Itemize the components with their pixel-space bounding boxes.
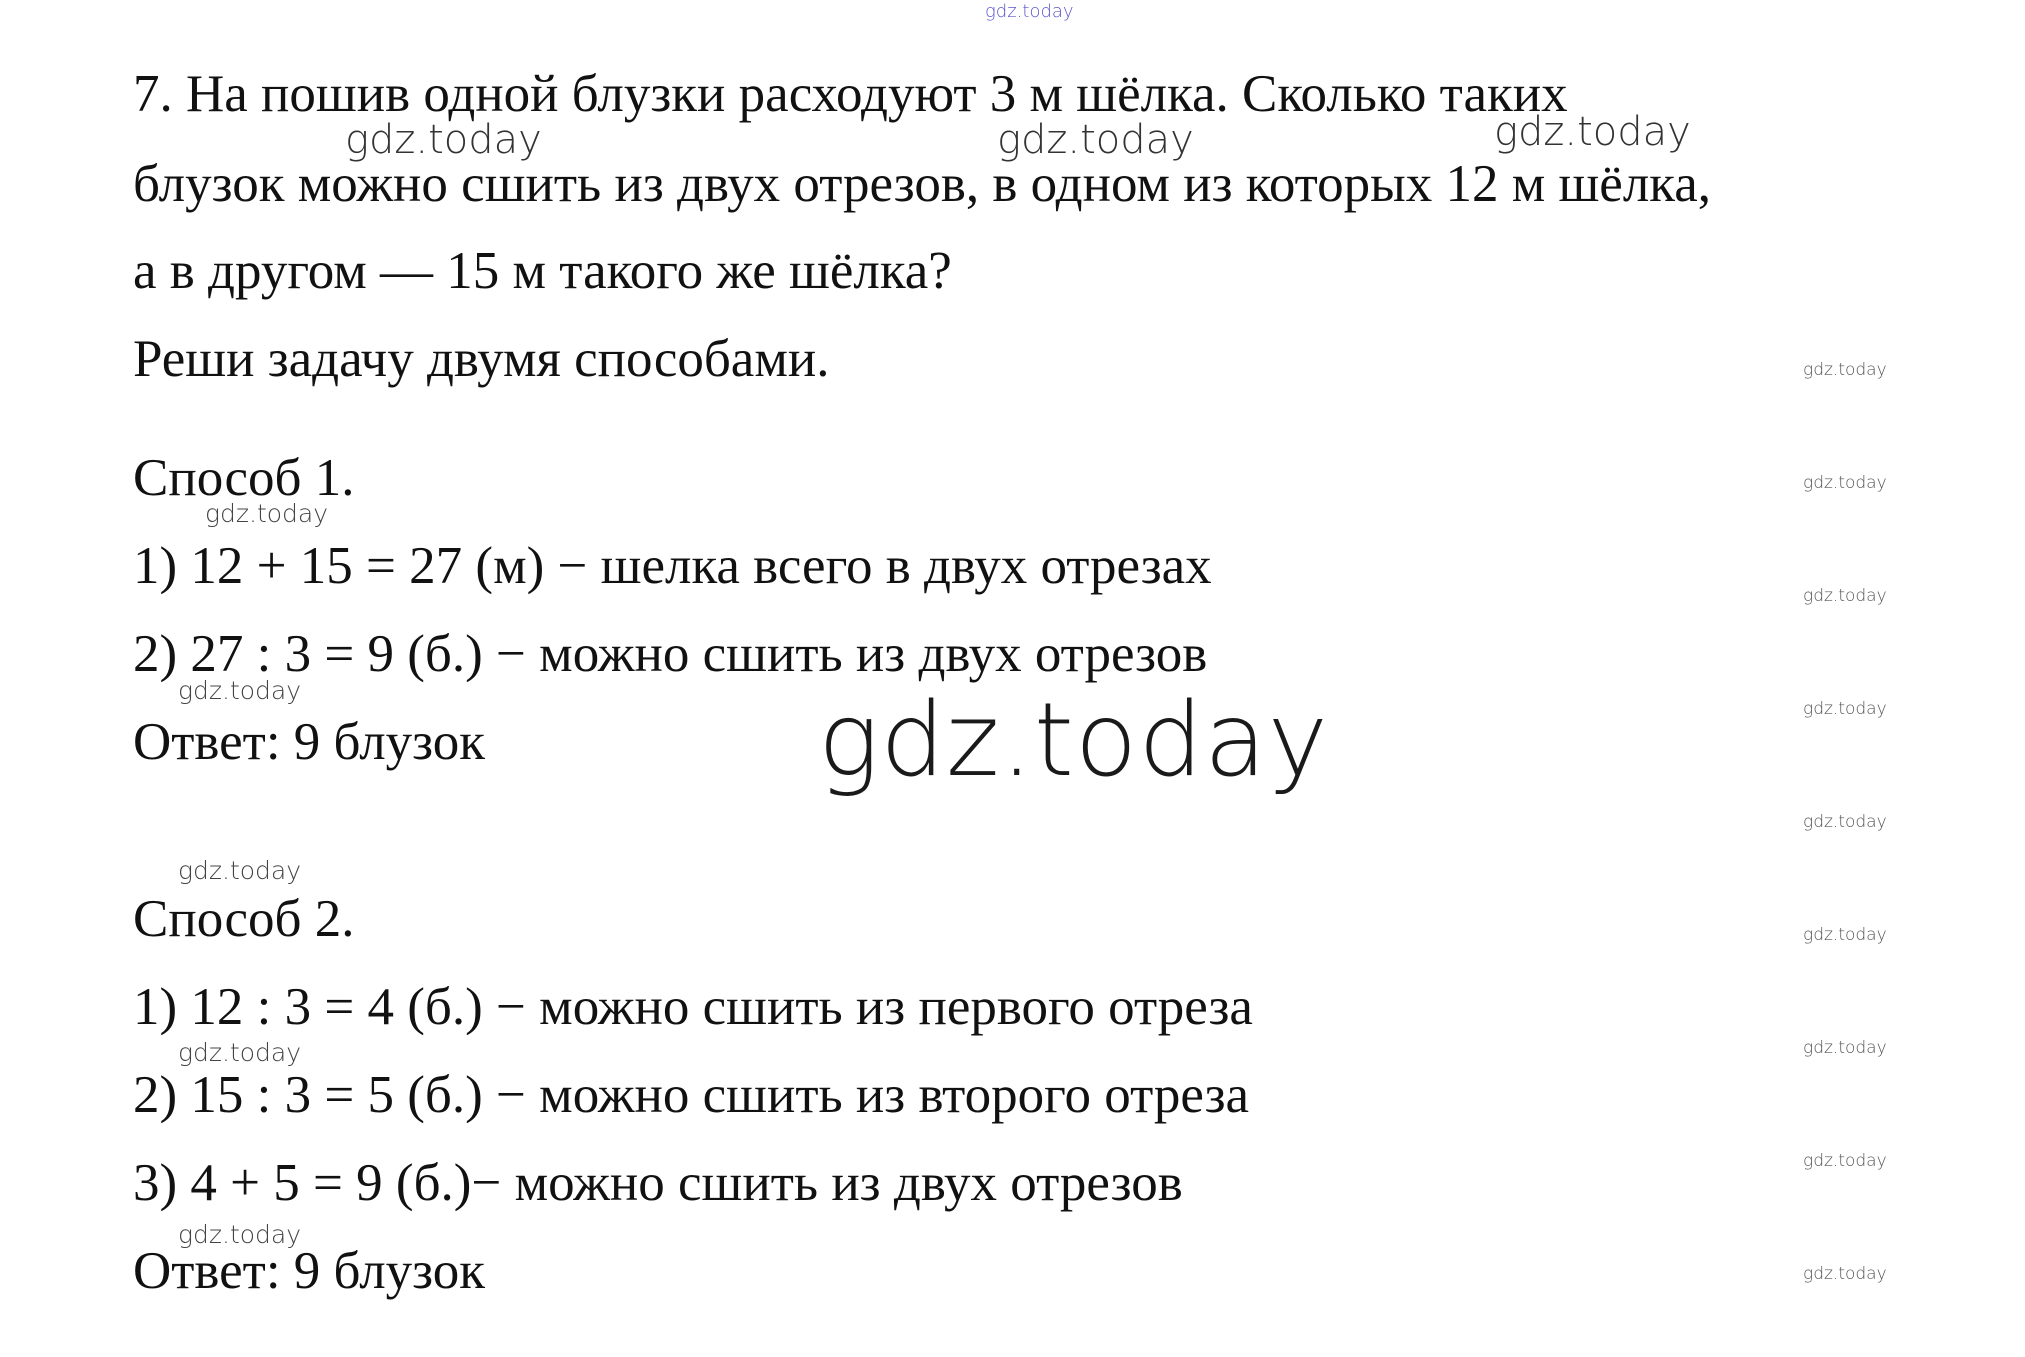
watermark-side-8: gdz.today [1803,1151,1887,1171]
watermark-side-7: gdz.today [1803,1038,1887,1058]
method2-step-3: 3) 4 + 5 = 9 (б.)− можно сшить из двух отрезов [133,1154,1183,1212]
watermark-side-1: gdz.today [1803,360,1887,380]
watermark-mid-2: gdz.today [997,117,1194,163]
problem-line-4: Реши задачу двумя способами. [133,330,830,388]
watermark-side-4: gdz.today [1803,699,1887,719]
problem-line-1: 7. На пошив одной блузки расходуют 3 м шёлка. Сколько таких [133,65,1568,123]
watermark-small-5: gdz.today [178,1220,302,1249]
method2-title: Способ 2. [133,890,355,948]
watermark-small-1: gdz.today [205,499,329,528]
watermark-small-4: gdz.today [178,1038,302,1067]
watermark-top: gdz.today [985,1,1074,22]
method1-step-2: 2) 27 : 3 = 9 (б.) − можно сшить из двух отрезов [133,625,1208,683]
method2-step-2: 2) 15 : 3 = 5 (б.) − можно сшить из второго отреза [133,1066,1250,1124]
watermark-side-2: gdz.today [1803,473,1887,493]
problem-line-3: а в другом — 15 м такого же шёлка? [133,242,952,300]
watermark-side-5: gdz.today [1803,812,1887,832]
watermark-side-6: gdz.today [1803,925,1887,945]
method2-step-1: 1) 12 : 3 = 4 (б.) − можно сшить из первого отреза [133,978,1253,1036]
method1-title: Способ 1. [133,449,355,507]
method1-step-1: 1) 12 + 15 = 27 (м) − шелка всего в двух отрезах [133,537,1212,595]
watermark-small-2: gdz.today [178,676,302,705]
watermark-big: gdz.today [818,681,1329,800]
method1-answer: Ответ: 9 блузок [133,713,486,771]
watermark-mid-3: gdz.today [1494,109,1691,155]
problem-line-2: блузок можно сшить из двух отрезов, в одном из которых 12 м шёлка, [133,155,1711,213]
watermark-side-9: gdz.today [1803,1264,1887,1284]
method2-answer: Ответ: 9 блузок [133,1242,486,1300]
watermark-small-3: gdz.today [178,856,302,885]
watermark-side-3: gdz.today [1803,586,1887,606]
watermark-mid-1: gdz.today [345,117,542,163]
